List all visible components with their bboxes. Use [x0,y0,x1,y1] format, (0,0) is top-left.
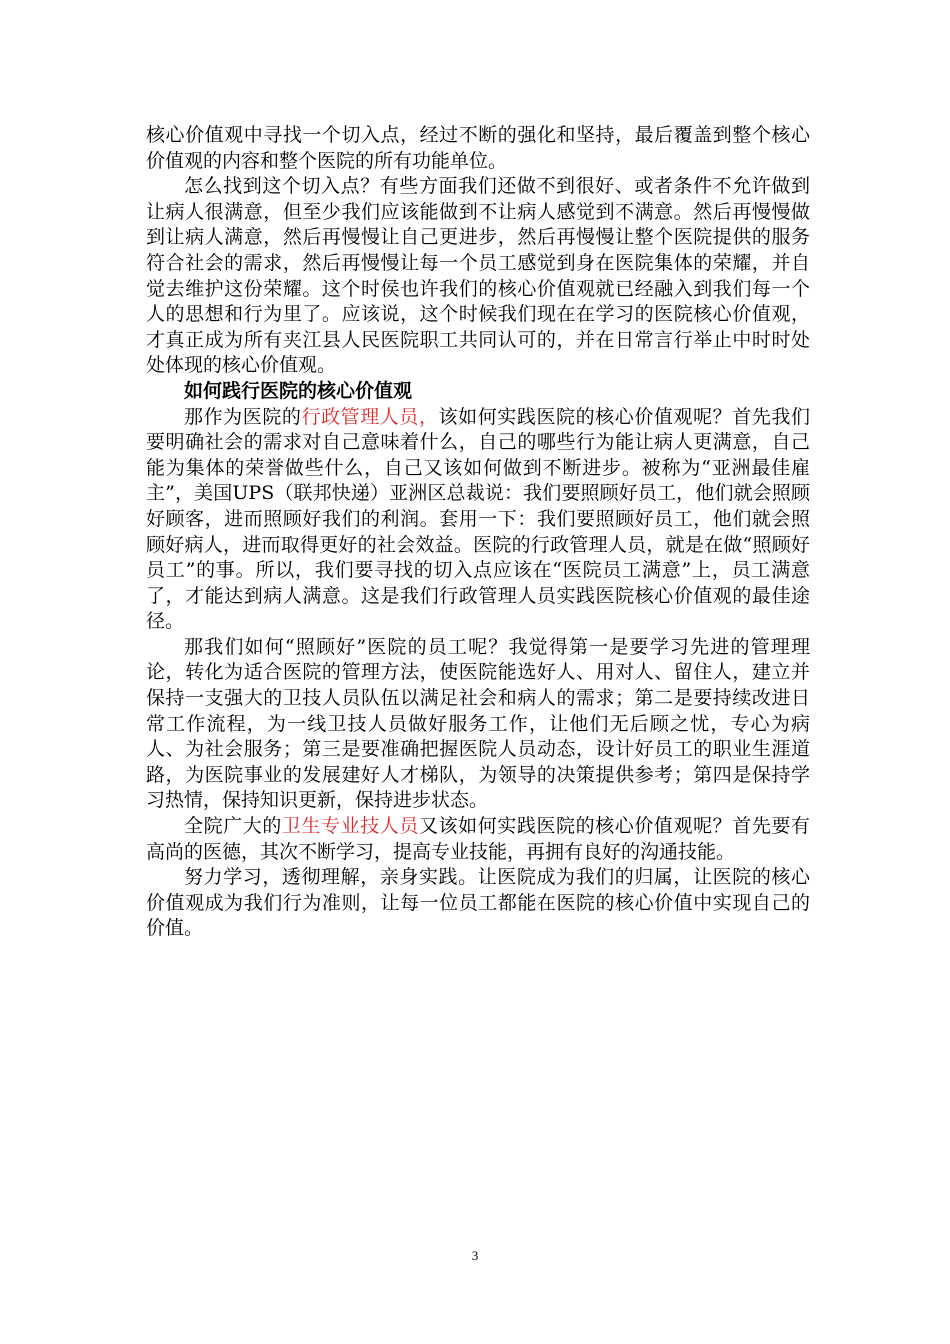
paragraph-5-text-b: 又该如何实践医院的核心价值观呢？首先要有高尚的医德，其次不断学习，提高专业技能，再拥有良好的沟通技能。 [146,815,810,863]
paragraph-3 [146,405,810,635]
highlight-admin-staff: 行政管理人员， [301,405,439,428]
paragraph-2 [146,174,810,379]
document-body [146,123,810,942]
paragraph-4 [146,635,810,814]
paragraph-2-text: 怎么找到这个切入点？有些方面我们还做不到很好、或者条件不允许做到让病人很满意，但至少我们应该能做到不让病人感觉到不满意。然后再慢慢做到让病人满意，然后再慢慢让自己更进步，然后再慢慢让整个医院提供的服务符合社会的需求，然后再慢慢让每一个员工感觉到身在医院集体的荣耀，并自觉去维护这份荣耀。这个时侯也许我们的核心价值观就已经融入到我们每一个人的思想和行为里了。应该说，这个时候我们现在在学习的医院核心价值观，才真正成为所有夹江县人民医院职工共同认可的，并在日常言行举止中时时处处体现的核心价值观。 [146,175,810,377]
page-number: 3 [471,1248,479,1263]
paragraph-6 [146,865,810,942]
paragraph-5 [146,814,810,865]
paragraph-3-text-b: 该如何实践医院的核心价值观呢？首先我们要明确社会的需求对自己意味着什么，自己的哪些行为能让病人更满意，自己能为集体的荣誉做些什么，自己又该如何做到不断进步。被称为“亚洲最佳雇主”，美国UPS（联邦快递）亚洲区总裁说：我们要照顾好员工，他们就会照顾好顾客，进而照顾好我们的利润。套用一下：我们要照顾好员工，他们就会照顾好病人，进而取得更好的社会效益。医院的行政管理人员，就是在做“照顾好员工”的事。所以，我们要寻找的切入点应该在“医院员工满意”上，员工满意了，才能达到病人满意。这是我们行政管理人员实践医院核心价值观的最佳途径。 [146,405,810,633]
section-heading [146,379,810,405]
section-heading-text: 如何践行医院的核心价值观 [184,379,413,402]
paragraph-5-text-a: 全院广大的 [184,815,282,838]
paragraph-3-text-a: 那作为医院的 [184,405,302,428]
paragraph-4-text: 那我们如何“照顾好”医院的员工呢？我觉得第一是要学习先进的管理理论，转化为适合医院的管理方法，使医院能选好人、用对人、留住人，建立并保持一支强大的卫技人员队伍以满足社会和病人的需求；第二是要持续改进日常工作流程，为一线卫技人员做好服务工作，让他们无后顾之忧，专心为病人、为社会服务；第三是要准确把握医院人员动态，设计好员工的职业生涯道路，为医院事业的发展建好人才梯队，为领导的决策提供参考；第四是保持学习热情，保持知识更新，保持进步状态。 [146,635,810,812]
paragraph-1-text: 核心价值观中寻找一个切入点，经过不断的强化和坚持，最后覆盖到整个核心价值观的内容和整个医院的所有功能单位。 [146,124,810,172]
paragraph-1 [146,123,810,174]
paragraph-6-text: 努力学习，透彻理解，亲身实践。让医院成为我们的归属，让医院的核心价值观成为我们行为准则，让每一位员工都能在医院的核心价值中实现自己的价值。 [146,866,810,940]
highlight-medical-staff: 卫生专业技人员 [281,815,419,838]
